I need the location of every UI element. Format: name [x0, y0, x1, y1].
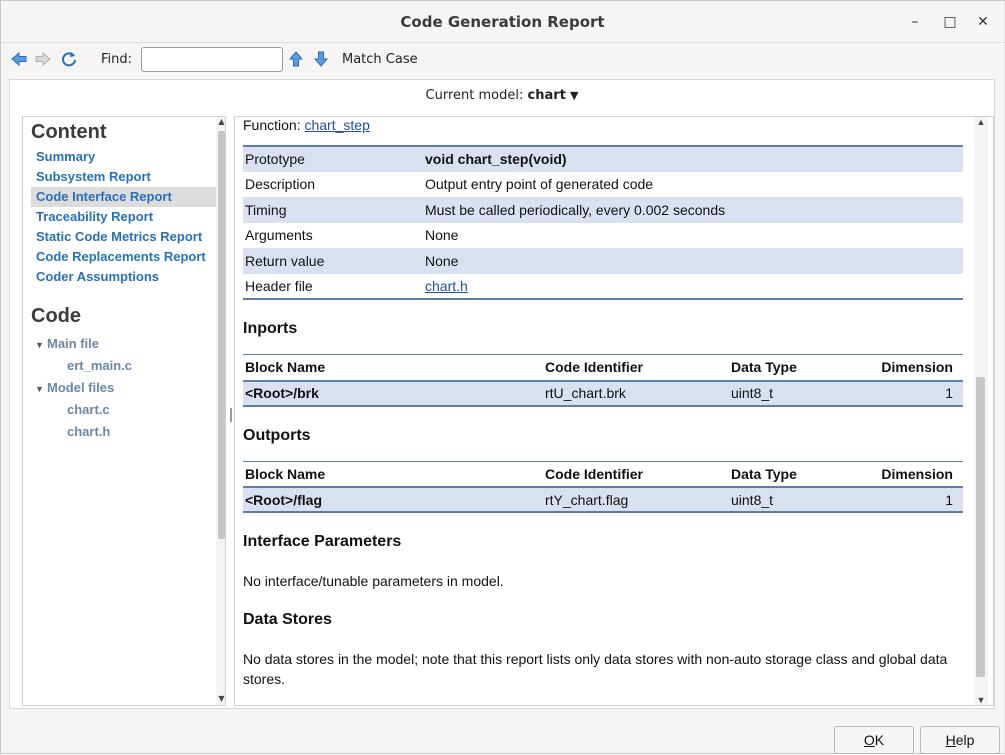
interface-parameters-text: No interface/tunable parameters in model.: [243, 573, 504, 589]
find-label: Find:: [101, 52, 133, 67]
nav-code-interface-report[interactable]: Code Interface Report: [31, 187, 216, 207]
table-row: <Root>/brk rtU_chart.brk uint8_t 1: [243, 381, 963, 406]
refresh-icon[interactable]: [59, 50, 79, 70]
file-chart-h[interactable]: chart.h: [67, 424, 111, 439]
nav-summary[interactable]: Summary: [36, 149, 96, 164]
nav-traceability-report[interactable]: Traceability Report: [36, 209, 154, 224]
content-scrollbar[interactable]: [974, 117, 988, 706]
window-title: Code Generation Report: [400, 13, 605, 31]
scroll-up-icon[interactable]: ▲: [976, 117, 986, 127]
tree-model-files[interactable]: ▼ Model files: [31, 377, 226, 399]
data-stores-heading: Data Stores: [243, 611, 332, 628]
header-file-link[interactable]: chart.h: [425, 277, 468, 294]
current-model-name[interactable]: chart: [527, 88, 566, 103]
scroll-up-icon[interactable]: ▲: [218, 117, 225, 126]
title-bar: [1, 1, 1004, 43]
outports-table: Block Name Code Identifier Data Type Dimension <Root>/flag rtY_chart.flag uint8_t 1: [243, 461, 963, 514]
ok-button[interactable]: OK: [834, 726, 914, 754]
table-row: Return value None: [243, 248, 963, 274]
nav-subsystem-report[interactable]: Subsystem Report: [36, 169, 151, 184]
inports-heading: Inports: [243, 320, 298, 337]
file-chart-c[interactable]: chart.c: [67, 402, 110, 417]
model-dropdown-icon[interactable]: ▼: [570, 89, 579, 102]
nav-static-code-metrics-report[interactable]: Static Code Metrics Report: [36, 229, 203, 244]
expand-arrow-icon[interactable]: ▼: [35, 340, 44, 350]
table-row: <Root>/flag rtY_chart.flag uint8_t 1: [243, 487, 963, 512]
code-heading: Code: [31, 305, 81, 327]
scroll-down-icon[interactable]: ▼: [218, 694, 225, 703]
function-link[interactable]: chart_step: [304, 117, 370, 133]
pane-splitter[interactable]: [230, 408, 232, 422]
inports-table: Block Name Code Identifier Data Type Dimension <Root>/brk rtU_chart.brk uint8_t 1: [243, 354, 963, 407]
function-line: [243, 116, 965, 137]
file-ert-main-c[interactable]: ert_main.c: [67, 358, 133, 373]
close-button[interactable]: ✕: [977, 14, 989, 30]
report-content: [234, 116, 994, 706]
forward-arrow-icon[interactable]: [33, 50, 53, 70]
content-heading: Content: [31, 121, 107, 143]
outports-heading: Outports: [243, 426, 311, 444]
maximize-button[interactable]: □: [943, 14, 957, 30]
table-row: Header file chart.h: [245, 277, 468, 294]
expand-arrow-icon[interactable]: ▼: [35, 384, 44, 394]
find-previous-icon[interactable]: [286, 50, 306, 70]
tree-main-file[interactable]: ▼ Main file: [31, 333, 226, 355]
table-row: Arguments None: [245, 227, 459, 244]
navigation-sidebar: [22, 116, 226, 706]
find-next-icon[interactable]: [311, 50, 331, 70]
current-model-label: Current model:: [425, 88, 524, 103]
current-model-bar: [10, 80, 994, 110]
function-info-table: [243, 145, 963, 300]
interface-parameters-heading: Interface Parameters: [243, 533, 402, 550]
toolbar: [1, 44, 1004, 76]
table-row: Prototype void chart_step(void): [243, 146, 963, 172]
data-stores-text: No data stores in the model; note that this report lists only data stores with non-auto storage class and global data stores.: [243, 651, 948, 687]
sidebar-scroll-thumb[interactable]: [218, 131, 225, 539]
help-button[interactable]: Help: [920, 726, 1000, 754]
function-label: Function:: [243, 117, 301, 133]
nav-coder-assumptions[interactable]: Coder Assumptions: [36, 269, 160, 284]
nav-code-replacements-report[interactable]: Code Replacements Report: [36, 249, 206, 264]
report-panel: [9, 79, 995, 709]
find-input[interactable]: [141, 47, 283, 72]
match-case-toggle[interactable]: Match Case: [342, 52, 418, 67]
table-row: Description Output entry point of generated code: [245, 176, 654, 193]
scroll-down-icon[interactable]: ▼: [976, 695, 986, 705]
content-scroll-thumb[interactable]: [976, 377, 985, 677]
minimize-button[interactable]: –: [911, 14, 919, 30]
table-row: Timing Must be called periodically, every 0.002 seconds: [243, 197, 963, 223]
back-arrow-icon[interactable]: [9, 50, 29, 70]
sidebar-scrollbar[interactable]: [216, 117, 226, 705]
